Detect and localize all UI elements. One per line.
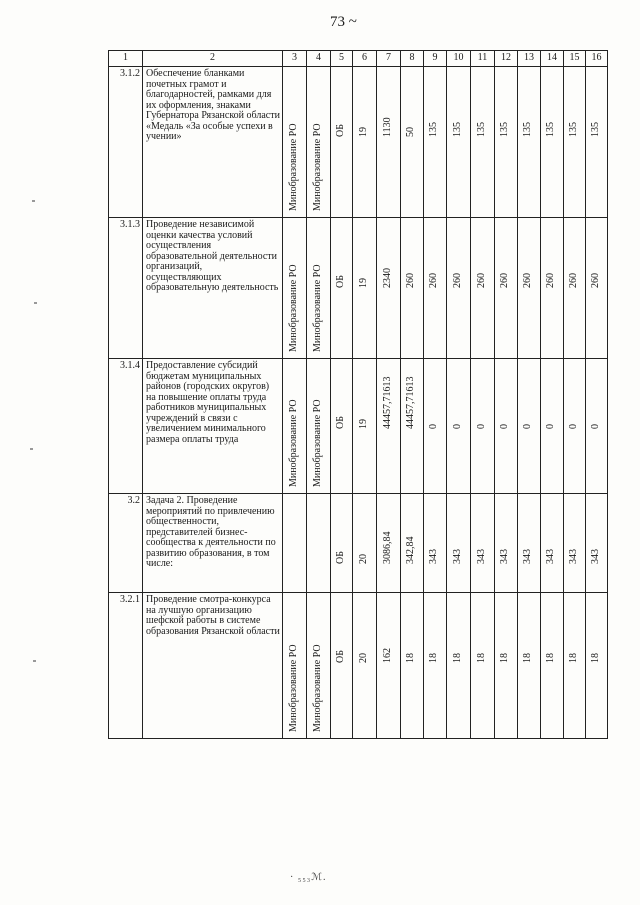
table-row xyxy=(109,218,608,359)
cell-col-12 xyxy=(495,67,518,218)
cell-col-7 xyxy=(377,494,401,593)
cell-text: ОБ xyxy=(334,551,346,564)
cell-col-11 xyxy=(471,593,495,739)
cell-col-3 xyxy=(283,359,307,494)
cell-col-4 xyxy=(307,593,331,739)
cell-col-11 xyxy=(471,359,495,494)
cell-text: ОБ xyxy=(334,275,346,288)
cell-col-11 xyxy=(471,218,495,359)
cell-col-12 xyxy=(495,218,518,359)
cell-text: 0 xyxy=(589,424,601,429)
cell-text: 19 xyxy=(357,127,369,137)
row-number: 3.1.4 xyxy=(109,359,143,494)
cell-text: 135 xyxy=(499,122,510,137)
row-number: 3.2.1 xyxy=(109,593,143,739)
scan-speck xyxy=(30,448,33,450)
cell-col-5 xyxy=(331,593,353,739)
cell-col-14 xyxy=(541,218,564,359)
header-cell: 12 xyxy=(495,51,518,67)
cell-col-5 xyxy=(331,359,353,494)
cell-text: ОБ xyxy=(334,416,346,429)
cell-col-4 xyxy=(307,494,331,593)
cell-text: 135 xyxy=(567,122,579,137)
cell-col-6 xyxy=(353,67,377,218)
cell-text: 19 xyxy=(357,278,369,288)
cell-col-4 xyxy=(307,359,331,494)
cell-col-13 xyxy=(518,593,541,739)
cell-col-4 xyxy=(307,218,331,359)
cell-text: Минобразование РО xyxy=(287,123,299,211)
cell-col-7 xyxy=(377,593,401,739)
scan-speck xyxy=(32,200,35,202)
cell-col-3 xyxy=(283,593,307,739)
header-cell: 7 xyxy=(377,51,401,67)
cell-text: 260 xyxy=(428,273,439,288)
row-name: Предоставление субсидий бюджетам муниципальных районов (городских округов) на повышение оплаты труда работников муниципальных учреждений в связи с увеличением минимального размера оплаты труда xyxy=(143,359,283,494)
cell-col-9 xyxy=(424,359,447,494)
cell-text: 343 xyxy=(545,549,556,564)
cell-text: 343 xyxy=(589,549,601,564)
header-cell: 10 xyxy=(447,51,471,67)
cell-col-13 xyxy=(518,359,541,494)
cell-text: 0 xyxy=(545,424,556,429)
cell-text: 0 xyxy=(567,424,579,429)
cell-text: 50 xyxy=(405,127,416,137)
header-cell: 3 xyxy=(283,51,307,67)
cell-col-7 xyxy=(377,218,401,359)
cell-text: 135 xyxy=(475,122,487,137)
program-table xyxy=(108,50,608,739)
cell-col-9 xyxy=(424,218,447,359)
cell-col-14 xyxy=(541,494,564,593)
cell-text: 135 xyxy=(545,122,556,137)
scan-speck xyxy=(34,302,37,304)
cell-col-7 xyxy=(377,359,401,494)
cell-text: 2340 xyxy=(381,268,393,288)
cell-col-12 xyxy=(495,359,518,494)
cell-text: 19 xyxy=(357,419,369,429)
cell-text: 18 xyxy=(589,653,601,663)
header-cell: 16 xyxy=(586,51,608,67)
cell-col-8 xyxy=(401,593,424,739)
table-row xyxy=(109,593,608,739)
cell-col-12 xyxy=(495,494,518,593)
cell-col-14 xyxy=(541,67,564,218)
cell-col-15 xyxy=(564,67,586,218)
cell-col-15 xyxy=(564,218,586,359)
cell-col-16 xyxy=(586,218,608,359)
cell-col-13 xyxy=(518,67,541,218)
header-cell: 4 xyxy=(307,51,331,67)
cell-text: 260 xyxy=(475,273,487,288)
cell-col-16 xyxy=(586,359,608,494)
table-row xyxy=(109,67,608,218)
table-row xyxy=(109,359,608,494)
cell-col-10 xyxy=(447,218,471,359)
header-cell: 13 xyxy=(518,51,541,67)
header-cell: 5 xyxy=(331,51,353,67)
cell-col-5 xyxy=(331,218,353,359)
cell-text: ОБ xyxy=(334,650,346,663)
cell-text: 18 xyxy=(428,653,439,663)
cell-col-3 xyxy=(283,218,307,359)
cell-col-10 xyxy=(447,593,471,739)
cell-col-11 xyxy=(471,67,495,218)
row-number: 3.2 xyxy=(109,494,143,593)
cell-text: 135 xyxy=(589,122,601,137)
cell-text: 0 xyxy=(451,424,463,429)
cell-text: 260 xyxy=(589,273,601,288)
cell-col-15 xyxy=(564,359,586,494)
cell-text: 18 xyxy=(545,653,556,663)
cell-col-6 xyxy=(353,593,377,739)
cell-col-13 xyxy=(518,494,541,593)
cell-text: Минобразование РО xyxy=(311,264,323,352)
cell-col-8 xyxy=(401,67,424,218)
cell-text: 343 xyxy=(451,549,463,564)
cell-text: 18 xyxy=(405,653,416,663)
cell-text: 343 xyxy=(522,549,533,564)
cell-text: Минобразование РО xyxy=(311,123,323,211)
header-cell: 2 xyxy=(143,51,283,67)
cell-col-5 xyxy=(331,494,353,593)
cell-text: ОБ xyxy=(334,124,346,137)
cell-col-14 xyxy=(541,593,564,739)
cell-text: 260 xyxy=(545,273,556,288)
cell-col-14 xyxy=(541,359,564,494)
cell-col-6 xyxy=(353,218,377,359)
cell-text: 44457,71613 xyxy=(381,376,393,429)
header-cell: 11 xyxy=(471,51,495,67)
cell-text: 18 xyxy=(499,653,510,663)
cell-col-7 xyxy=(377,67,401,218)
cell-text: 260 xyxy=(567,273,579,288)
cell-text: Минобразование РО xyxy=(311,644,323,732)
cell-text: Минобразование РО xyxy=(287,644,299,732)
header-cell: 8 xyxy=(401,51,424,67)
cell-text: 343 xyxy=(475,549,487,564)
table-row xyxy=(109,494,608,593)
cell-col-9 xyxy=(424,494,447,593)
header-row xyxy=(109,51,608,67)
header-cell: 1 xyxy=(109,51,143,67)
cell-col-8 xyxy=(401,359,424,494)
handwritten-mark: · ₅₅₃ℳ. xyxy=(290,872,327,883)
cell-text: 343 xyxy=(499,549,510,564)
cell-text: 0 xyxy=(499,424,510,429)
cell-text: 135 xyxy=(428,122,439,137)
cell-text: 135 xyxy=(451,122,463,137)
row-number: 3.1.3 xyxy=(109,218,143,359)
cell-text: 18 xyxy=(522,653,533,663)
cell-text: 342,84 xyxy=(405,536,416,564)
cell-col-9 xyxy=(424,593,447,739)
cell-col-6 xyxy=(353,359,377,494)
cell-col-10 xyxy=(447,67,471,218)
scan-speck xyxy=(33,660,36,662)
cell-text: 260 xyxy=(522,273,533,288)
cell-text: 260 xyxy=(499,273,510,288)
cell-col-9 xyxy=(424,67,447,218)
header-cell: 9 xyxy=(424,51,447,67)
cell-text: 18 xyxy=(567,653,579,663)
row-name: Задача 2. Проведение мероприятий по привлечению общественности, представителей бизнес-сообщества к деятельности по развитию образования, в том числе: xyxy=(143,494,283,593)
cell-text: 20 xyxy=(357,653,369,663)
cell-col-15 xyxy=(564,494,586,593)
cell-text: 162 xyxy=(381,648,393,663)
cell-col-8 xyxy=(401,494,424,593)
cell-col-10 xyxy=(447,359,471,494)
row-name: Обеспечение бланками почетных грамот и благодарностей, рамками для их оформления, знаками Губернатора Рязанской области «Медаль «За особые успехи в учении» xyxy=(143,67,283,218)
cell-col-13 xyxy=(518,218,541,359)
cell-col-3 xyxy=(283,67,307,218)
cell-col-12 xyxy=(495,593,518,739)
cell-col-5 xyxy=(331,67,353,218)
cell-text: Минобразование РО xyxy=(311,399,323,487)
cell-text: 260 xyxy=(405,273,416,288)
cell-text: 343 xyxy=(567,549,579,564)
cell-col-11 xyxy=(471,494,495,593)
cell-text: 18 xyxy=(475,653,487,663)
cell-col-10 xyxy=(447,494,471,593)
cell-text: 3086,84 xyxy=(381,531,393,564)
cell-col-16 xyxy=(586,67,608,218)
cell-col-8 xyxy=(401,218,424,359)
cell-text: 343 xyxy=(428,549,439,564)
cell-col-16 xyxy=(586,494,608,593)
cell-text: 135 xyxy=(522,122,533,137)
cell-col-4 xyxy=(307,67,331,218)
cell-text: Минобразование РО xyxy=(287,399,299,487)
cell-text: 20 xyxy=(357,554,369,564)
page-number: 73 ~ xyxy=(330,14,357,30)
cell-col-15 xyxy=(564,593,586,739)
cell-text: 0 xyxy=(475,424,487,429)
header-cell: 14 xyxy=(541,51,564,67)
cell-text: 260 xyxy=(451,273,463,288)
header-cell: 15 xyxy=(564,51,586,67)
cell-col-3 xyxy=(283,494,307,593)
cell-col-16 xyxy=(586,593,608,739)
cell-text: 1130 xyxy=(381,117,393,137)
row-name: Проведение независимой оценки качества условий осуществления образовательной деятельности организаций, осуществляющих образовательную деятельность xyxy=(143,218,283,359)
cell-text: 0 xyxy=(428,424,439,429)
cell-text: 44457,71613 xyxy=(405,376,416,429)
row-name: Проведение смотра-конкурса на лучшую организацию шефской работы в системе образования Рязанской области xyxy=(143,593,283,739)
cell-text: 0 xyxy=(522,424,533,429)
cell-text: Минобразование РО xyxy=(287,264,299,352)
header-cell: 6 xyxy=(353,51,377,67)
row-number: 3.1.2 xyxy=(109,67,143,218)
cell-text: 18 xyxy=(451,653,463,663)
cell-col-6 xyxy=(353,494,377,593)
